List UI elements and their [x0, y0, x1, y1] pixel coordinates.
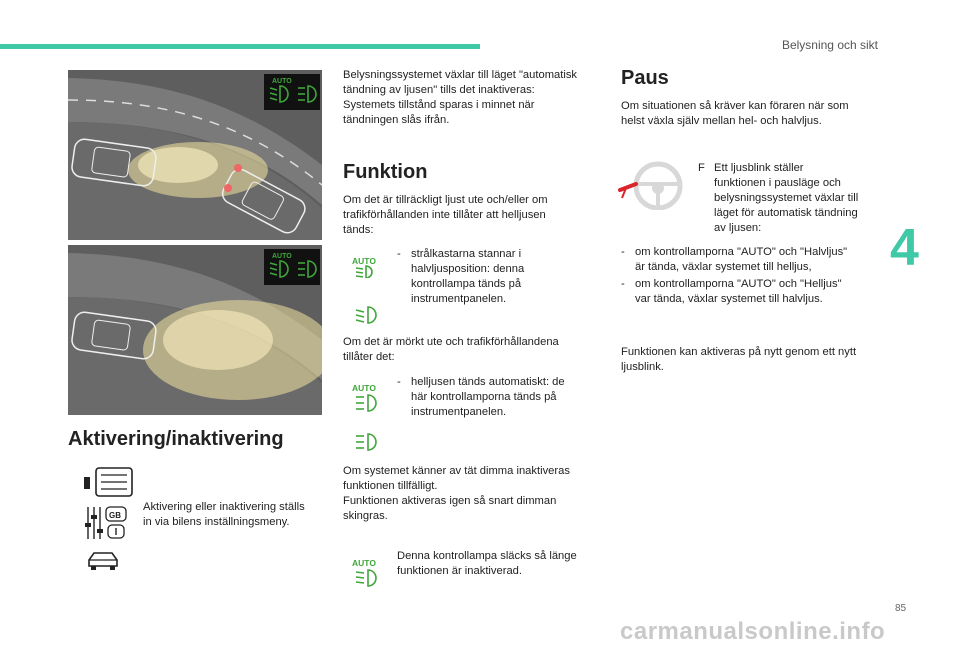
paus-paragraph-2: Funktionen kan aktiveras på nytt genom ett nytt ljusblink. — [621, 346, 857, 373]
illustration-auto-highbeam — [68, 245, 322, 415]
paus-heading: Paus — [621, 67, 669, 89]
settings-menu-icon — [84, 505, 128, 541]
chapter-number: 4 — [890, 219, 919, 277]
auto-highbeam-lamp-icon — [352, 383, 384, 413]
funktion-bullet-2: - helljusen tänds automatiskt: de här kontrollamporna tänds på instrumentpanelen. — [397, 376, 565, 418]
activation-text: Aktivering eller inaktivering ställs in via bilens inställningsmeny. — [143, 501, 305, 528]
road-scene-single-car — [68, 245, 322, 415]
svg-text:AUTO: AUTO — [352, 256, 376, 266]
paus-bullet-2: - om kontrollamporna "AUTO" och "Helljus" var tända, växlar systemet till halvljus. — [621, 278, 842, 305]
lowbeam-lamp-icon — [352, 305, 384, 325]
menu-language-badge: GB — [109, 511, 121, 520]
paus-flash-instruction: F Ett ljusblink ställer funktionen i pausläge och belysningssystemet växlar till läget för automatisk tändning av ljusen: — [698, 162, 859, 234]
activation-heading: Aktivering/inaktivering — [68, 428, 284, 450]
header-accent-bar — [0, 44, 480, 49]
section-title: Belysning och sikt — [781, 38, 878, 52]
paus-bullet-1: - om kontrollamporna "AUTO" och "Halvljus" är tända, växlar systemet till helljus, — [621, 246, 848, 273]
funktion-paragraph-2: Om det är mörkt ute och trafikförhållandena tillåter det: — [343, 336, 559, 363]
funktion-paragraph-1: Om det är tillräckligt ljust ute och/eller om trafikförhållanden inte tillåter att helljusen tänds: — [343, 194, 548, 236]
auto-lamp-off-icon — [352, 558, 384, 588]
funktion-heading: Funktion — [343, 161, 428, 183]
illus2-auto-label: AUTO — [272, 253, 292, 260]
illustration-auto-lowbeam — [68, 70, 322, 240]
funktion-bullet-1: - strålkastarna stannar i halvljusposition: denna kontrollampa tänds på instrumentpanelen. — [397, 248, 525, 305]
car-icon — [86, 550, 120, 572]
auto-lowbeam-lamp-icon — [352, 256, 384, 278]
page-number: 85 — [895, 603, 907, 614]
svg-text:AUTO: AUTO — [352, 558, 376, 568]
highbeam-lamp-icon — [352, 432, 384, 452]
svg-text:AUTO: AUTO — [352, 383, 376, 393]
funktion-note: Denna kontrollampa släcks så länge funktionen är inaktiverad. — [397, 550, 577, 577]
funktion-paragraph-3: Om systemet känner av tät dimma inaktiveras funktionen tillfälligt. Funktionen aktiveras igen så snart dimman skingras. — [343, 465, 570, 522]
paus-paragraph-1: Om situationen så kräver kan föraren när som helst växla själv mellan hel- och halvljus. — [621, 100, 849, 127]
steering-wheel-flash-icon — [616, 158, 688, 210]
road-scene-oncoming-car — [68, 70, 322, 240]
watermark: carmanualsonline.info — [620, 618, 886, 645]
illus1-auto-label: AUTO — [272, 78, 292, 85]
touchscreen-icon — [84, 466, 134, 498]
intro-paragraph: Belysningssystemet växlar till läget "automatisk tändning av ljusen" tills det inaktiveras: Systemets tillstånd sparas i minnet när tändningen slås ifrån. — [343, 69, 578, 126]
